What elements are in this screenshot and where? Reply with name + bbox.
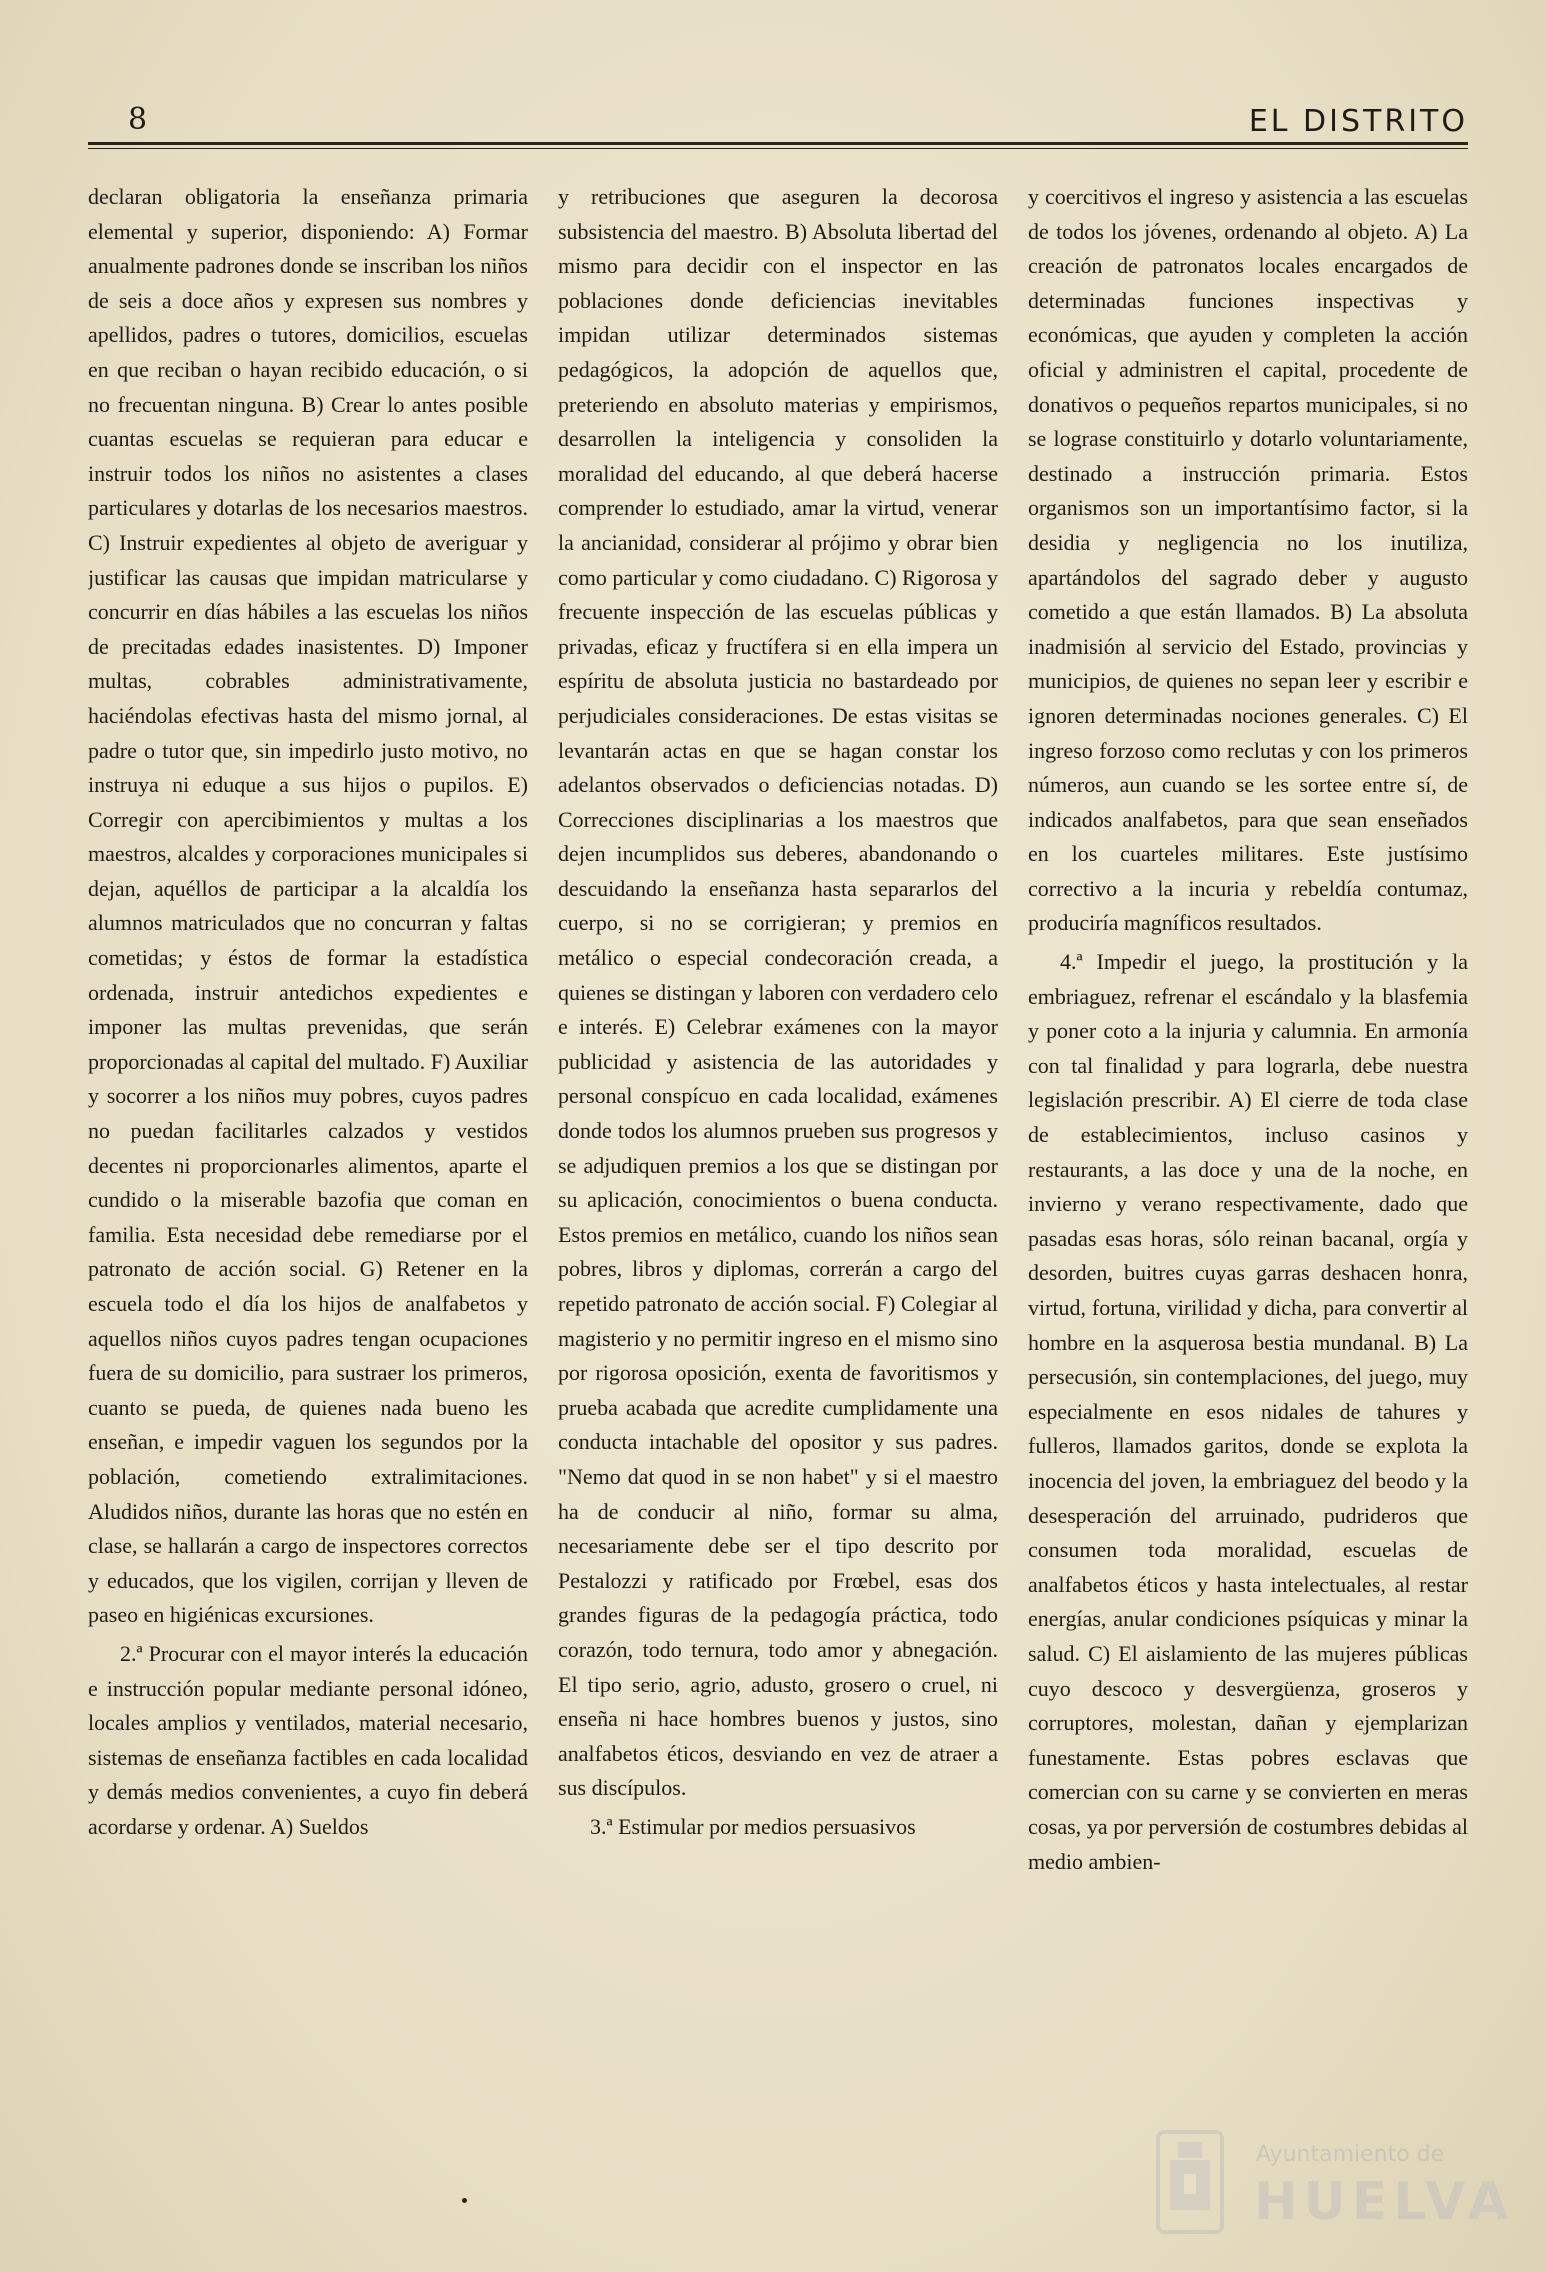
watermark-line-2: HUELVA <box>1254 2172 1515 2232</box>
column-3 <box>1028 180 1468 2140</box>
page-header <box>88 102 1468 148</box>
journal-title: EL DISTRITO <box>1248 104 1468 139</box>
print-mark <box>462 2198 467 2203</box>
page-number: 8 <box>128 102 148 137</box>
watermark-line-1: Ayuntamiento de <box>1256 2142 1445 2167</box>
column-2 <box>558 180 998 2140</box>
paragraph: 3.ª Estimular por medios persuasivos <box>590 1813 916 1839</box>
coat-of-arms-icon <box>1150 2130 1230 2236</box>
archive-watermark <box>1150 2130 1515 2240</box>
paragraph: y coercitivos el ingreso y asistencia a las escuelas de todos los jóvenes, ordenando al objeto. A) La creación de patronatos locales encargados de determinadas funciones inspectivas y económicas, que ayuden y completen la acción oficial y administren el capital, procedente de donativos o pequeños repartos municipales, si no se lograse constituirlo y dotarlo voluntariamente, destinado a instrucción primaria. Estos organismos son un importantísimo factor, si la desidia y negligencia no los inutiliza, apartándolos del sagrado deber y augusto cometido a que están llamados. B) La absoluta inadmisión al servicio del Estado, provincias y municipios, de quienes no sepan leer y escribir e ignoren determinadas nociones generales. C) El ingreso forzoso como reclutas y con los primeros números, aun cuando se les sortee entre sí, de indicados analfabetos, para que sean enseñados en los cuarteles militares. Este justísimo correctivo a la incuria y rebeldía contumaz, produciría magníficos resultados. <box>1028 184 1468 936</box>
paragraph: declaran obligatoria la enseñanza primaria elemental y superior, disponiendo: A) Formar anualmente padrones donde se inscriban los niños de seis a doce años y expresen sus nombres y apellidos, padres o tutores, domicilios, escuelas en que reciban o hayan recibido educación, o si no frecuentan ninguna. B) Crear lo antes posible cuantas escuelas se requieran para educar e instruir todos los niños no asistentes a clases particulares y dotarlas de los necesarios maestros. C) Instruir expedientes al objeto de averiguar y justificar las causas que impidan matricularse y concurrir en días hábiles a las escuelas los niños de precitadas edades inasistentes. D) Imponer multas, cobrables administrativamente, haciéndolas efectivas hasta del mismo jornal, al padre o tutor que, sin impedirlo justo motivo, no instruya ni eduque a sus hijos o pupilos. E) Corregir con apercibimientos y multas a los maestros, alcaldes y corporaciones municipales si dejan, aquéllos de participar a la alcaldía los alumnos matriculados que no concurran y faltas cometidas; y éstos de formar la estadística ordenada, instruir antedichos expedientes e imponer las multas prevenidas, que serán proporcionadas al capital del multado. F) Auxiliar y socorrer a los niños muy pobres, cuyos padres no puedan facilitarles calzados y vestidos decentes ni proporcionarles alimentos, aparte el cundido o la miserable bazofia que coman en familia. Esta necesidad debe remediarse por el patronato de acción social. G) Retener en la escuela todo el día los hijos de analfabetos y aquellos niños cuyos padres tengan ocupaciones fuera de su domicilio, para sustraer los primeros, cuanto se pueda, de quienes nada bueno les enseñan, e impedir vaguen los segundos por la población, cometiendo extralimitaciones. Aludidos niños, durante las horas que no estén en clase, se hallarán a cargo de inspectores correctos y educados, que los vigilen, corrijan y lleven de paseo en higiénicas excursiones. <box>88 184 528 1628</box>
paragraph: 2.ª Procurar con el mayor interés la educación e instrucción popular mediante personal idóneo, locales amplios y ventilados, material necesario, sistemas de enseñanza factibles en cada localidad y demás medios convenientes, a cuyo fin deberá acordarse y ordenar. A) Sueldos <box>88 1640 528 1839</box>
column-1 <box>88 180 528 2140</box>
paragraph: y retribuciones que aseguren la decorosa subsistencia del maestro. B) Absoluta libertad del mismo para decidir con el inspector en las poblaciones donde deficiencias inevitables impidan utilizar determinados sistemas pedagógicos, la adopción de aquellos que, preteriendo en absoluto materias y empirismos, desarrollen la inteligencia y consoliden la moralidad del educando, al que deberá hacerse comprender lo estudiado, amar la virtud, venerar la ancianidad, considerar al prójimo y obrar bien como particular y como ciudadano. C) Rigorosa y frecuente inspección de las escuelas públicas y privadas, eficaz y fructífera si en ella impera un espíritu de absoluta justicia no bastardeado por perjudiciales consideraciones. De estas visitas se levantarán actas en que se hagan constar los adelantos observados o deficiencias notadas. D) Correcciones disciplinarias a los maestros que dejen incumplidos sus deberes, abandonando o descuidando la enseñanza hasta separarlos del cuerpo, si no se corrigieran; y premios en metálico o especial condecoración creada, a quienes se distingan y laboren con verdadero celo e interés. E) Celebrar exámenes con la mayor publicidad y asistencia de las autoridades y personal conspícuo en cada localidad, exámenes donde todos los alumnos prueben sus progresos y se adjudiquen premios a los que se distingan por su aplicación, conocimientos o buena conducta. Estos premios en metálico, cuando los niños sean pobres, libros y diplomas, correrán a cargo del repetido patronato de acción social. F) Colegiar al magisterio y no permitir ingreso en el mismo sino por rigorosa oposición, exenta de favoritismos y prueba acabada que acredite cumplidamente una conducta intachable del opositor y sus padres. "Nemo dat quod in se non habet" y si el maestro ha de conducir al niño, formar su alma, necesariamente debe ser el tipo descrito por Pestalozzi y ratificado por Frœbel, esas dos grandes figuras de la pedagogía práctica, todo corazón, todo ternura, todo amor y abnegación. El tipo serio, agrio, adusto, grosero o cruel, ni enseña ni hace hombres buenos y justos, sino analfabetos éticos, desviando en vez de atraer a sus discípulos. <box>558 184 998 1801</box>
header-rule-thin <box>88 148 1468 149</box>
header-rule-thick <box>88 142 1468 145</box>
text-columns <box>88 180 1468 2140</box>
paragraph: 4.ª Impedir el juego, la prostitución y la embriaguez, refrenar el escándalo y la blasfemia y poner coto a la injuria y calumnia. En armonía con tal finalidad y para lograrla, debe nuestra legislación prescribir. A) El cierre de toda clase de establecimientos, incluso casinos y restaurants, a las doce y una de la noche, en invierno y verano respectivamente, dado que pasadas esas horas, sólo reinan bacanal, orgía y desorden, buitres cuyas garras deshacen honra, virtud, fortuna, virilidad y dicha, para convertir al hombre en la asquerosa bestia mundanal. B) La persecusión, sin contemplaciones, del juego, muy especialmente en esos nidales de tahures y fulleros, llamados garitos, donde se explota la inocencia del joven, la embriaguez del beodo y la desesperación del arruinado, pudrideros que consumen toda moralidad, escuelas de analfabetos éticos y hasta intelectuales, al restar energías, anular condiciones psíquicas y minar la salud. C) El aislamiento de las mujeres públicas cuyo descoco y desvergüenza, groseros y corruptores, molestan, dañan y ejemplarizan funestamente. Estas pobres esclavas que comercian con su carne y se convierten en meras cosas, ya por perversión de costumbres debidas al medio ambien- <box>1028 949 1468 1874</box>
